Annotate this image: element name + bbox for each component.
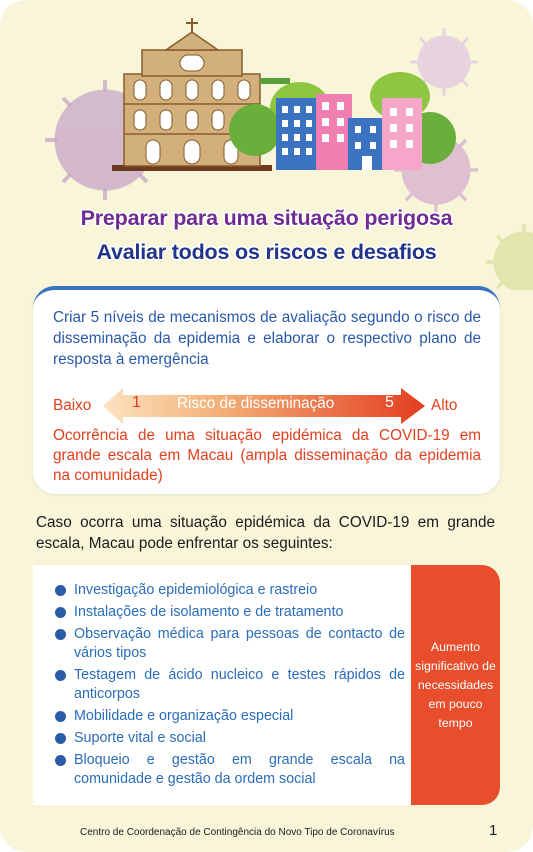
city-buildings-icon [229, 72, 456, 170]
challenges-box [33, 565, 500, 805]
challenges-list [55, 581, 405, 792]
title-line-1: Preparar para uma situação perigosa [80, 206, 453, 230]
risk-level-high: 5 [385, 394, 394, 411]
bullet-icon [55, 607, 66, 618]
risk-arrow-label: Risco de disseminação [177, 395, 335, 412]
bullet-icon [55, 629, 66, 640]
list-item: Observação médica para pessoas de contacto de vários tipos [55, 625, 405, 663]
risk-low-label: Baixo [53, 397, 92, 414]
bullet-icon [55, 711, 66, 722]
list-item: Mobilidade e organização especial [55, 707, 405, 726]
risk-high-label: Alto [431, 397, 458, 414]
list-item: Bloqueio e gestão em grande escala na comunidade e gestão da ordem social [55, 751, 405, 789]
list-item: Suporte vital e social [55, 729, 405, 748]
bullet-icon [55, 585, 66, 596]
footer-organization: Centro de Coordenação de Contingência do Novo Tipo de Coronavírus [80, 827, 395, 838]
intro-text: Caso ocorra uma situação epidémica da COVID-19 em grande escala, Macau pode enfrentar os seguintes: [36, 514, 495, 552]
risk-level-low: 1 [132, 394, 141, 411]
page-number: 1 [489, 822, 498, 839]
title-line-2: Avaliar todos os riscos e desafios [96, 240, 437, 264]
side-note-panel [411, 565, 500, 805]
assessment-box [33, 286, 500, 494]
bullet-icon [55, 733, 66, 744]
list-item: Testagem de ácido nucleico e testes rápidos de anticorpos [55, 666, 405, 704]
side-note-text: Aumento significativo de necessidades em pouco tempo [415, 639, 496, 730]
bullet-icon [55, 755, 66, 766]
assessment-note: Ocorrência de uma situação epidémica da COVID-19 em grande escala em Macau (ampla disseminação da epidemia na comunidade) [53, 427, 481, 484]
list-item: Instalações de isolamento e de tratamento [55, 603, 405, 622]
assessment-description: Criar 5 níveis de mecanismos de avaliação segundo o risco de disseminação da epidemia e elaborar o respectivo plano de resposta à emergência [53, 309, 481, 368]
list-item: Investigação epidemiológica e rastreio [55, 581, 405, 600]
bullet-icon [55, 670, 66, 681]
